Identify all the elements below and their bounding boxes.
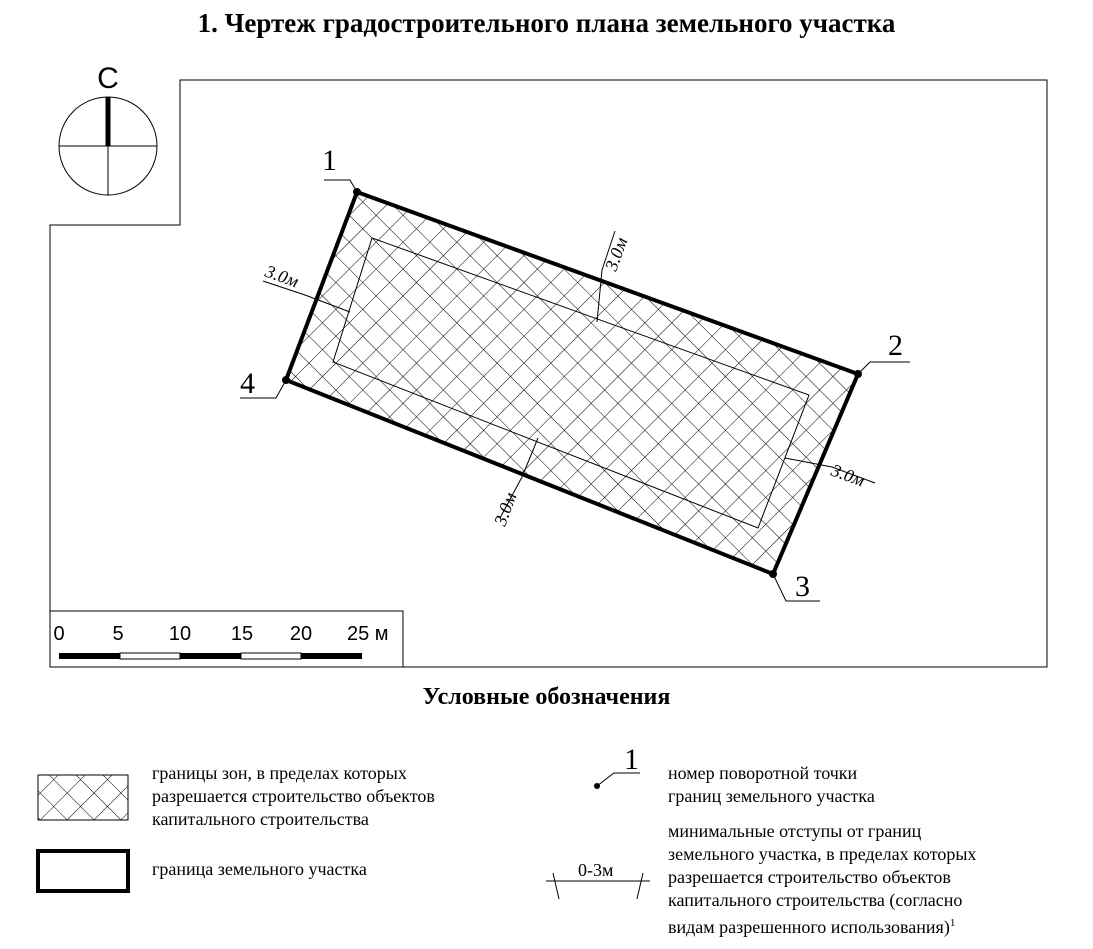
- legend-setback-line-3: разрешается строительство объектов: [668, 867, 951, 887]
- legend-hatch-symbol: [38, 775, 128, 820]
- north-label: С: [97, 62, 119, 95]
- legend-hatch-text: [152, 762, 435, 831]
- legend-setback-line-2: земельного участка, в пределах которых: [668, 844, 977, 864]
- north-arrow: [59, 62, 157, 195]
- legend-hatch-line-1: границы зон, в пределах которых: [152, 763, 407, 783]
- legend-parcel-line-1: граница земельного участка: [152, 859, 367, 879]
- point-label-4: 4: [240, 367, 255, 400]
- buildable-zone-hatch: [286, 192, 858, 574]
- scale-tick-25: 25 м: [347, 623, 389, 645]
- page-title: 1. Чертеж градостроительного плана земельного участка: [197, 8, 896, 38]
- legend-parcel-text: [152, 858, 367, 881]
- legend-point-line-2: границ земельного участка: [668, 786, 875, 806]
- legend-footnote-marker: 1: [949, 917, 956, 929]
- point-label-3: 3: [795, 570, 810, 603]
- legend-setback-line-1: минимальные отступы от границ: [668, 821, 922, 841]
- point-label-2: 2: [888, 329, 903, 362]
- legend-hatch-line-2: разрешается строительство объектов: [152, 786, 435, 806]
- legend-setback-line-4: капитального строительства (согласно: [668, 890, 963, 910]
- setback-label-top: 3.0м: [600, 234, 632, 274]
- setback-label-bottom: 3.0м: [489, 489, 521, 529]
- scale-tick-20: 20: [289, 623, 313, 645]
- legend-title: Условные обозначения: [422, 684, 671, 710]
- legend-hatch-line-3: капитального строительства: [152, 809, 369, 829]
- setback-label-left: 3.0м: [262, 260, 302, 292]
- scale-tick-10: 10: [168, 623, 192, 645]
- legend-parcel-symbol: [38, 851, 128, 891]
- legend-point-number: 1: [624, 743, 639, 776]
- legend-setback-line-5-text: видам разрешенного использования): [668, 917, 950, 937]
- legend-point-symbol: [594, 743, 640, 789]
- legend-setback-label: 0-3м: [578, 860, 614, 880]
- scale-bar: [50, 611, 403, 667]
- scale-tick-5: 5: [112, 623, 124, 645]
- scale-tick-0: 0: [53, 623, 65, 645]
- setback-label-right: 3.0м: [828, 459, 868, 491]
- point-label-1: 1: [322, 144, 337, 177]
- legend-point-line-1: номер поворотной точки: [668, 763, 858, 783]
- legend-point-text: [668, 762, 875, 808]
- legend-setback-line-5: [668, 912, 976, 939]
- legend-setback-text: [668, 820, 976, 939]
- scale-tick-15: 15: [230, 623, 254, 645]
